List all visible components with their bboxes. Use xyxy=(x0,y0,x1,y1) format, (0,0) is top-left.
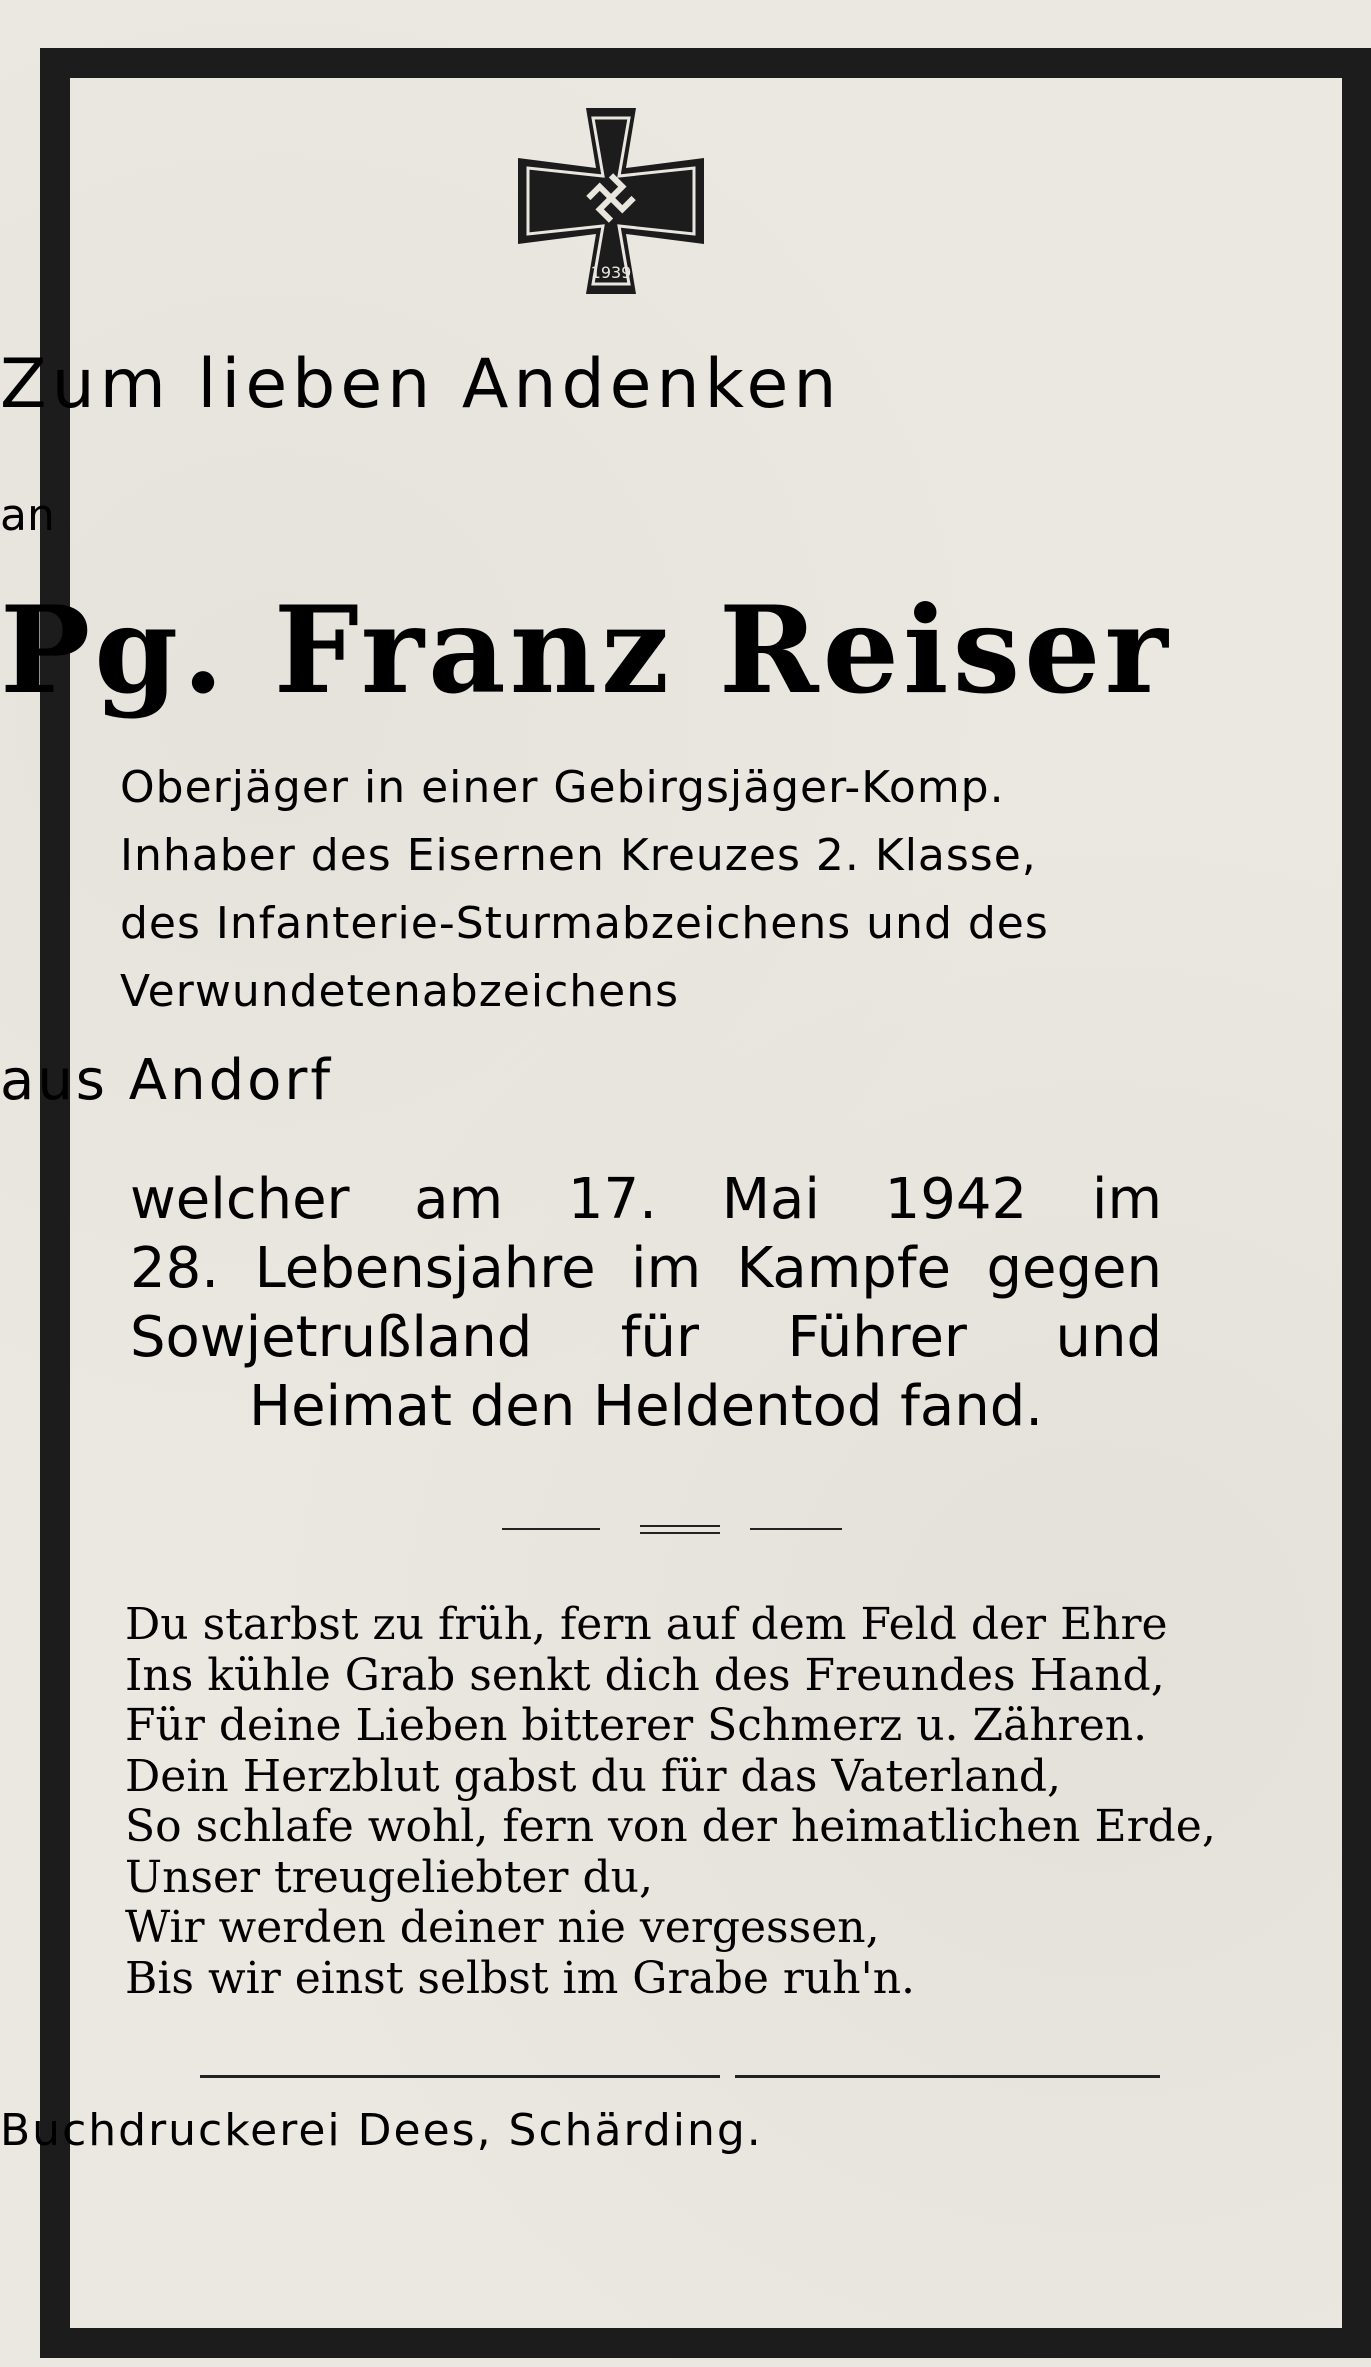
poem-line: Unser treugeliebter du, xyxy=(125,1851,653,1903)
death-line: Heimat den Heldentod fand. xyxy=(248,1374,1044,1439)
divider-ornament xyxy=(430,1523,842,1539)
death-line: welcher am 17. Mai 1942 im xyxy=(130,1167,1162,1232)
death-notice xyxy=(130,1165,1162,1441)
deceased-name: Pg. Franz Reiser xyxy=(0,580,1172,721)
memorial-heading: Zum lieben Andenken xyxy=(0,345,842,424)
poem-line: Dein Herzblut gabst du für das Vaterland, xyxy=(125,1750,1062,1802)
poem-line: Bis wir einst selbst im Grabe ruh'n. xyxy=(125,1952,916,2004)
rank-and-decorations xyxy=(120,754,1152,1026)
footer-rule-right xyxy=(735,2075,1160,2078)
iron-cross-emblem-icon xyxy=(516,106,706,296)
preposition-text: an xyxy=(0,490,55,541)
death-line: Sowjetrußland für Führer und xyxy=(130,1305,1162,1370)
hometown: aus Andorf xyxy=(0,1048,334,1113)
printer-imprint: Buchdruckerei Dees, Schärding. xyxy=(0,2105,763,2156)
title-line: Verwundetenabzeichens xyxy=(120,966,680,1017)
memorial-poem xyxy=(125,1599,1216,2004)
poem-line: Du starbst zu früh, fern auf dem Feld der Ehre xyxy=(125,1599,1168,1650)
poem-line: Wir werden deiner nie vergessen, xyxy=(125,1902,880,1953)
emblem-year: 1939 xyxy=(590,263,632,282)
poem-line: Für deine Lieben bitterer Schmerz u. Zähren. xyxy=(125,1700,1148,1751)
death-line: 28. Lebensjahre im Kampfe gegen xyxy=(130,1236,1162,1301)
footer-rule-left xyxy=(200,2075,720,2078)
poem-line: So schlafe wohl, fern von der heimatlichen Erde, xyxy=(125,1801,1216,1852)
title-line: Inhaber des Eisernen Kreuzes 2. Klasse, xyxy=(120,830,1037,881)
poem-line: Ins kühle Grab senkt dich des Freundes Hand, xyxy=(125,1649,1165,1701)
title-line: Oberjäger in einer Gebirgsjäger-Komp. xyxy=(120,762,1005,813)
title-line: des Infanterie-Sturmabzeichens und des xyxy=(120,898,1049,949)
